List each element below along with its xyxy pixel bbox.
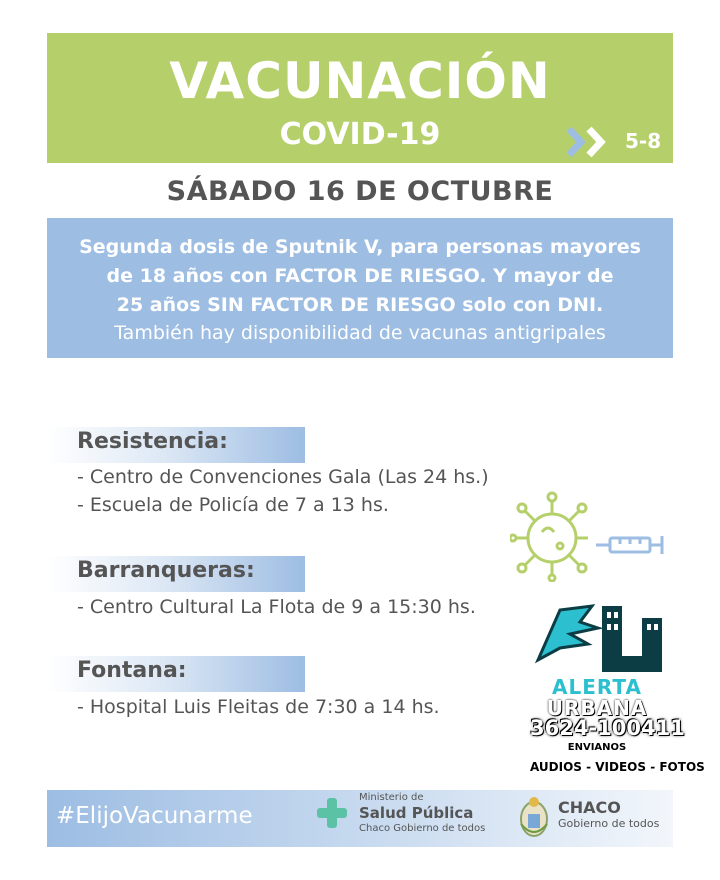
location-item: - Hospital Luis Fleitas de 7:30 a 14 hs.	[77, 696, 440, 718]
location-item: - Centro Cultural La Flota de 9 a 15:30 hs.	[77, 596, 476, 618]
page-title: VACUNACIÓN	[169, 52, 551, 110]
alerta-urbana-logo	[530, 600, 705, 780]
hashtag-text: #ElijoVacunarme	[56, 803, 253, 829]
chaco-subtitle: Gobierno de todos	[558, 817, 660, 830]
ministry-subtitle: Chaco Gobierno de todos	[359, 823, 486, 834]
province-seal-icon	[517, 794, 551, 840]
page-range: 5-8	[625, 129, 662, 153]
watermark-envianos: ENVIANOS	[567, 742, 627, 753]
chevron-right-icon	[565, 125, 615, 159]
info-line: También hay disponibilidad de vacunas antigripales	[114, 322, 606, 344]
location-title: Barranqueras:	[77, 558, 255, 583]
info-line: de 18 años con FACTOR DE RIESGO. Y mayor de	[106, 265, 614, 287]
location-item: - Escuela de Policía de 7 a 13 hs.	[77, 494, 389, 516]
watermark-phone: 3624-100411	[530, 716, 685, 740]
location-title: Resistencia:	[77, 429, 228, 454]
info-line: Segunda dosis de Sputnik V, para personas mayores	[79, 236, 641, 258]
watermark-urbana: URBANA	[546, 696, 648, 720]
eagle-icon	[530, 600, 664, 678]
footer-banner	[47, 790, 673, 847]
plus-icon	[315, 796, 349, 830]
info-line: 25 años SIN FACTOR DE RIESGO solo con DNI.	[116, 294, 604, 316]
event-date: SÁBADO 16 DE OCTUBRE	[166, 176, 554, 207]
virus-icon	[510, 490, 675, 582]
syringe-icon	[596, 536, 662, 554]
page-subtitle: COVID-19	[279, 117, 441, 152]
ministry-label: Ministerio de	[359, 792, 424, 803]
location-title: Fontana:	[77, 658, 187, 683]
location-header-barranqueras	[47, 556, 305, 592]
location-item: - Centro de Convenciones Gala (Las 24 hs.)	[77, 466, 489, 488]
header-banner	[47, 33, 673, 163]
location-header-fontana	[47, 656, 305, 692]
chaco-brand: CHACO	[558, 798, 621, 817]
info-box	[47, 218, 673, 358]
location-header-resistencia	[47, 427, 305, 463]
ministry-name: Salud Pública	[359, 804, 474, 822]
watermark-alerta: ALERTA	[552, 675, 642, 699]
watermark-media: AUDIOS - VIDEOS - FOTOS	[530, 760, 705, 774]
